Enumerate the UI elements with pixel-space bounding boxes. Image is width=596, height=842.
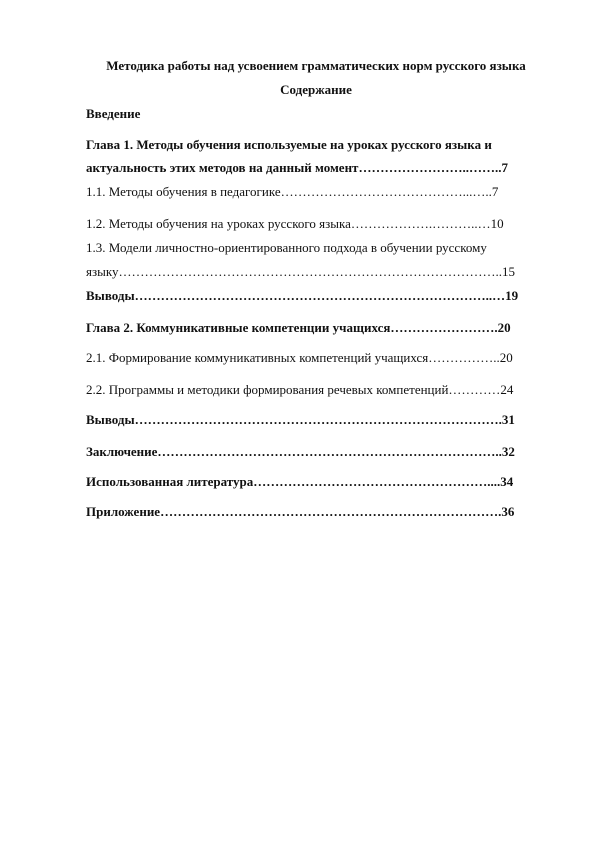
- toc-entry-conclusion: Заключение……………………………………………………………………..32: [86, 444, 515, 459]
- toc-entry-1-3-line-2: языку……………………………………………………………………………..15: [86, 264, 515, 279]
- toc-entry-2-1: 2.1. Формирование коммуникативных компетенций учащихся……………..20: [86, 350, 513, 365]
- toc-entry-chapter-1-line-2: актуальность этих методов на данный момент……………………..……..7: [86, 160, 508, 175]
- toc-entry-2-2: 2.2. Программы и методики формирования речевых компетенций…………24: [86, 382, 514, 397]
- toc-entry-1-3-line-1: 1.3. Модели личностно-ориентированного подхода в обучении русскому: [86, 240, 487, 255]
- toc-entry-references: Использованная литература………………………………………………....34: [86, 474, 514, 489]
- document-title: Методика работы над усвоением грамматических норм русского языка: [106, 58, 526, 73]
- toc-entry-introduction: Введение: [86, 106, 141, 121]
- toc-entry-1-1: 1.1. Методы обучения в педагогике……………………………………...…..7: [86, 184, 499, 199]
- toc-entry-conclusions-2: Выводы………………………………………………………………………….31: [86, 412, 515, 427]
- toc-entry-1-2: 1.2. Методы обучения на уроках русского языка……………….………..…10: [86, 216, 504, 231]
- toc-entry-appendix: Приложение…………………………………………………………………….36: [86, 504, 515, 519]
- contents-heading: Содержание: [280, 82, 352, 97]
- toc-entry-chapter-1-line-1: Глава 1. Методы обучения используемые на уроках русского языка и: [86, 137, 492, 152]
- toc-entry-chapter-2: Глава 2. Коммуникативные компетенции учащихся…………………….20: [86, 320, 511, 335]
- toc-entry-conclusions-1: Выводы………………………………………………………………………..…19: [86, 288, 519, 303]
